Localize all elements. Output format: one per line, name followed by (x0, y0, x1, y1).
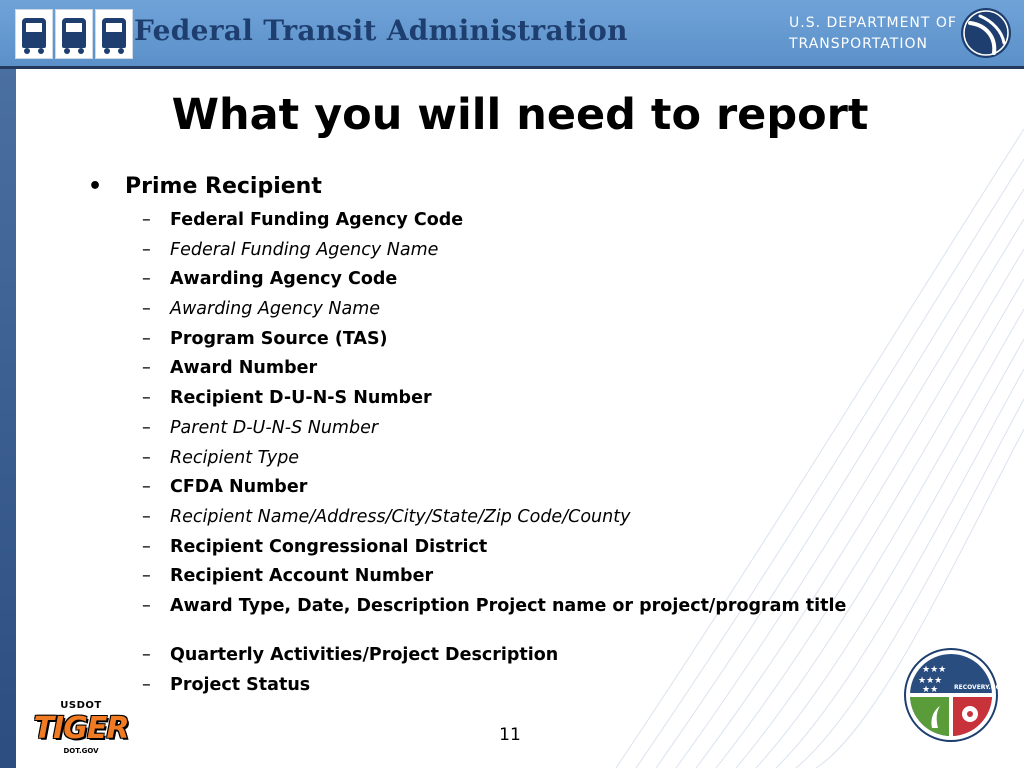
list-item: – Parent D-U-N-S Number (142, 417, 379, 438)
list-item: – Awarding Agency Name (142, 299, 381, 320)
department-line-2: TRANSPORTATION (789, 36, 928, 52)
list-item: – Recipient Congressional District (142, 536, 488, 557)
list-item: – Recipient Name/Address/City/State/Zip Code/County (142, 506, 631, 527)
list-item: – Recipient D-U-N-S Number (142, 388, 432, 409)
tiger-logo (27, 700, 135, 758)
bullet-list (88, 172, 918, 699)
list-item: – Federal Funding Agency Name (142, 239, 439, 260)
agency-title: Federal Transit Administration (134, 14, 628, 47)
list-item: – Award Type, Date, Description Project name or project/program title (142, 595, 847, 616)
mode-icons (15, 9, 135, 57)
prime-recipient-label: Prime Recipient (125, 174, 322, 199)
left-accent-bar (0, 69, 16, 768)
list-item: – Award Number (142, 358, 318, 379)
bus-icon (15, 9, 53, 59)
sub-item-list (88, 205, 918, 699)
list-item: – Recipient Type (142, 447, 300, 468)
slide-title: What you will need to report (171, 90, 869, 140)
ferry-icon (95, 9, 133, 59)
page-number: 11 (499, 725, 521, 745)
tiger-dotgov-label: DOT.GOV (63, 747, 99, 755)
svg-text:★★★: ★★★ (922, 665, 947, 675)
list-item: – Awarding Agency Code (142, 269, 398, 290)
list-item: – Recipient Account Number (142, 566, 434, 587)
list-item: – Quarterly Activities/Project Description (142, 644, 559, 665)
bullet-dot: • (88, 174, 103, 199)
list-item: – Project Status (142, 674, 311, 695)
list-item: – Federal Funding Agency Code (142, 210, 464, 230)
recovery-gov-text: RECOVERY.GOV (954, 684, 1006, 691)
list-item: – Program Source (TAS) (142, 328, 388, 349)
prime-recipient-bullet (88, 172, 918, 202)
recovery-gov-logo-icon (904, 648, 1006, 742)
department-line-1: U.S. DEPARTMENT OF (789, 15, 957, 31)
svg-text:★★: ★★ (922, 685, 939, 695)
tiger-wordmark: TIGER (33, 711, 129, 746)
header-bar (0, 0, 1024, 69)
tiger-usdot-label: USDOT (60, 700, 102, 711)
dot-logo-icon (960, 7, 1012, 59)
rail-icon (55, 9, 93, 59)
department-name (789, 13, 959, 55)
list-item: – CFDA Number (142, 477, 308, 498)
svg-text:★★★: ★★★ (918, 676, 943, 686)
